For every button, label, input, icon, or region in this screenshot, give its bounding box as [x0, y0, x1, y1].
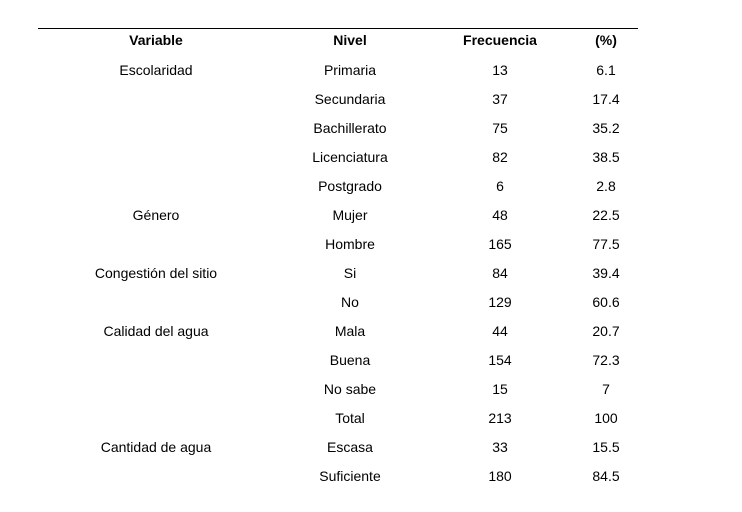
cell-frecuencia: 75	[492, 120, 508, 136]
table-row	[0, 176, 742, 205]
table-row	[0, 379, 742, 408]
cell-porcentaje: 60.6	[592, 294, 620, 310]
table-row	[0, 466, 742, 495]
cell-porcentaje: 39.4	[592, 265, 620, 281]
table-row	[0, 89, 742, 118]
cell-nivel: Secundaria	[314, 91, 386, 107]
table-row	[0, 118, 742, 147]
table-row	[0, 408, 742, 437]
cell-frecuencia: 165	[488, 236, 512, 252]
cell-porcentaje: 84.5	[592, 468, 620, 484]
cell-nivel: Bachillerato	[313, 120, 387, 136]
cell-frecuencia: 37	[492, 91, 508, 107]
cell-frecuencia: 82	[492, 149, 508, 165]
table-row	[0, 292, 742, 321]
cell-nivel: Escasa	[327, 439, 373, 455]
cell-nivel: Mala	[334, 323, 366, 339]
cell-frecuencia: 213	[488, 410, 512, 426]
cell-frecuencia: 33	[492, 439, 508, 455]
header-nivel: Nivel	[333, 32, 367, 48]
cell-variable: Calidad del agua	[103, 323, 209, 339]
cell-nivel: Si	[343, 265, 357, 281]
cell-porcentaje: 77.5	[592, 236, 620, 252]
table-row	[0, 205, 742, 234]
table-row	[0, 147, 742, 176]
cell-frecuencia: 6	[496, 178, 504, 194]
header-frecuencia: Frecuencia	[463, 32, 537, 48]
table-row	[0, 60, 742, 89]
cell-porcentaje: 72.3	[592, 352, 620, 368]
cell-porcentaje: 7	[602, 381, 610, 397]
cell-nivel: Mujer	[332, 207, 368, 223]
header-variable: Variable	[129, 32, 183, 48]
cell-nivel: Buena	[329, 352, 371, 368]
cell-frecuencia: 13	[492, 62, 508, 78]
cell-porcentaje: 15.5	[592, 439, 620, 455]
table-row	[0, 234, 742, 263]
cell-variable: Género	[132, 207, 180, 223]
cell-porcentaje: 22.5	[592, 207, 620, 223]
cell-nivel: Hombre	[325, 236, 375, 252]
cell-frecuencia: 84	[492, 265, 508, 281]
cell-frecuencia: 180	[488, 468, 512, 484]
cell-variable: Cantidad de agua	[100, 439, 212, 455]
table-row	[0, 437, 742, 466]
cell-frecuencia: 48	[492, 207, 508, 223]
cell-porcentaje: 100	[594, 410, 618, 426]
cell-variable: Escolaridad	[119, 62, 193, 78]
cell-nivel: No	[341, 294, 359, 310]
header-porcentaje: (%)	[595, 32, 617, 48]
cell-variable: Congestión del sitio	[94, 265, 218, 281]
cell-porcentaje: 38.5	[592, 149, 620, 165]
top-rule	[38, 28, 638, 29]
cell-porcentaje: 6.1	[596, 62, 616, 78]
cell-nivel: Primaria	[323, 62, 377, 78]
cell-porcentaje: 35.2	[592, 120, 620, 136]
cell-nivel: Postgrado	[318, 178, 382, 194]
cell-porcentaje: 17.4	[592, 91, 620, 107]
cell-nivel: Suficiente	[319, 468, 381, 484]
table-header-row	[0, 30, 742, 59]
cell-nivel: No sabe	[323, 381, 377, 397]
table-row	[0, 321, 742, 350]
cell-frecuencia: 44	[492, 323, 508, 339]
cell-porcentaje: 20.7	[592, 323, 620, 339]
cell-nivel: Total	[335, 410, 365, 426]
table-row	[0, 350, 742, 379]
cell-nivel: Licenciatura	[312, 149, 388, 165]
cell-frecuencia: 154	[488, 352, 512, 368]
cell-frecuencia: 15	[492, 381, 508, 397]
table-row	[0, 263, 742, 292]
cell-frecuencia: 129	[488, 294, 512, 310]
cell-porcentaje: 2.8	[596, 178, 616, 194]
